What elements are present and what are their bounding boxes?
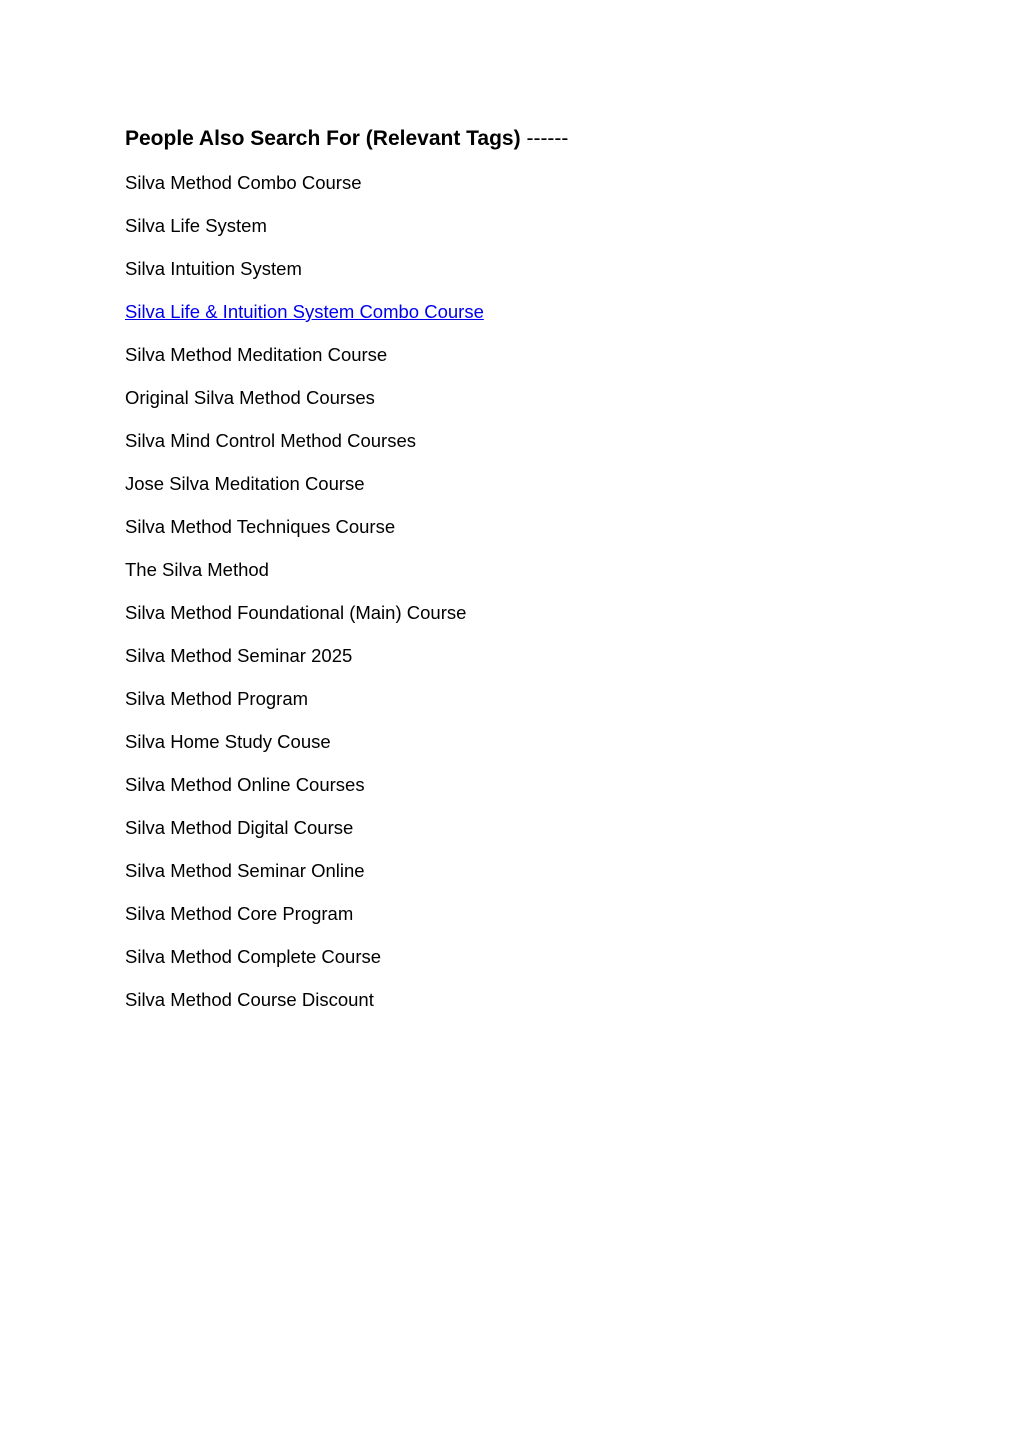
heading-dashes: ------ [526, 127, 569, 150]
tag-item: Silva Method Combo Course [125, 172, 362, 193]
tag-item: Silva Method Meditation Course [125, 344, 388, 365]
tag-item: Silva Method Online Courses [125, 774, 365, 795]
tag-link[interactable]: Silva Life & Intuition System Combo Course [125, 301, 484, 322]
section-heading [125, 124, 925, 154]
tag-item: Silva Method Techniques Course [125, 516, 396, 537]
tag-item: Jose Silva Meditation Course [125, 473, 365, 494]
heading-title: People Also Search For (Relevant Tags) [125, 127, 521, 150]
tag-item: Silva Method Complete Course [125, 946, 382, 967]
tag-item: Silva Mind Control Method Courses [125, 430, 416, 451]
document-page [125, 124, 925, 1030]
tag-item: Silva Intuition System [125, 258, 302, 279]
tag-item: Silva Method Digital Course [125, 817, 354, 838]
tag-item: Original Silva Method Courses [125, 387, 375, 408]
tag-item [125, 299, 925, 325]
tag-item: Silva Method Course Discount [125, 989, 374, 1010]
tag-item: Silva Home Study Couse [125, 731, 331, 752]
tag-item: Silva Method Core Program [125, 903, 354, 924]
tag-item: The Silva Method [125, 559, 269, 580]
tag-item: Silva Method Seminar 2025 [125, 645, 353, 666]
tag-item: Silva Method Program [125, 688, 309, 709]
tag-item: Silva Method Foundational (Main) Course [125, 602, 467, 623]
tag-item: Silva Life System [125, 215, 267, 236]
tag-list [125, 170, 925, 1013]
tag-item: Silva Method Seminar Online [125, 860, 365, 881]
